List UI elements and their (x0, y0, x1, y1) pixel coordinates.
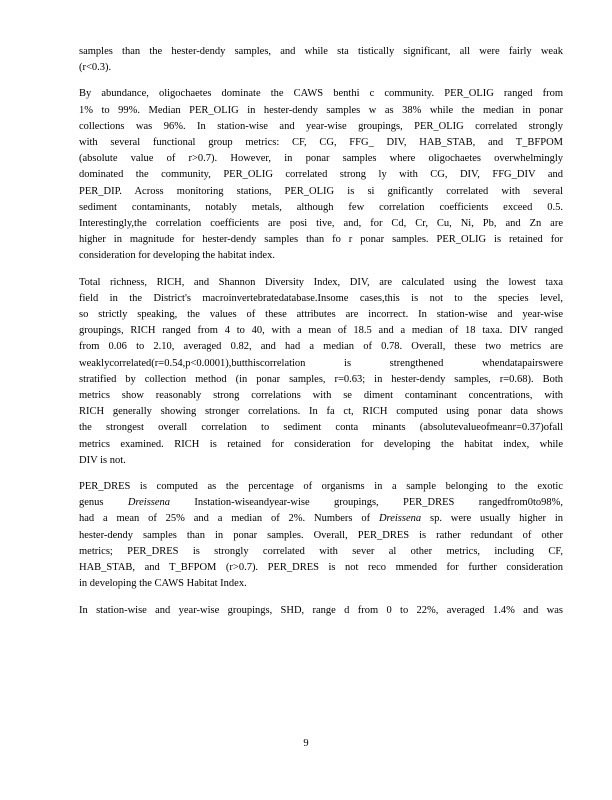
text-line: metrics show reasonably strong correlations with se diment contaminant concentrations, with (79, 390, 563, 402)
text-line: collections was 96%. In station-wise and year-wise groupings, PER_OLIG correlated strongly (79, 120, 563, 132)
text-line: had a mean of 25% and a median of 2%. Numbers of Dreissena sp. were usually higher in (79, 513, 564, 525)
text-line: RICH generally showing stronger correlations. In fa ct, RICH computed using ponar data shows (79, 406, 563, 418)
text-line: metrics; PER_DRES is strongly correlated with sever al other metrics, including CF, (79, 545, 563, 557)
text-line: (r<0.3). (79, 62, 112, 74)
paragraph-richness-diversity (79, 275, 563, 469)
paragraph-oligochaetes (79, 86, 563, 264)
text-line: samples than the hester-dendy samples, and while sta tistically significant, all were fairly weak (79, 46, 563, 57)
text-line: (absolute value of r>0.7). However, in ponar samples where oligochaetes overwhelmingly (79, 153, 563, 165)
paragraph-dreissena (79, 479, 563, 592)
text-line: stratified by collection method (in ponar samples, r=0.63; in hester-dendy samples, r=0.68). Both (79, 373, 563, 385)
text-line: By abundance, oligochaetes dominate the CAWS benthi c community. PER_OLIG ranged from (79, 88, 563, 100)
text-line: HAB_STAB, and T_BFPOM (r>0.7). PER_DRES is not reco mmended for further consideration (79, 562, 563, 574)
text-line: metrics examined. RICH is retained for consideration for developing the habitat index, while (79, 438, 563, 450)
paragraph-weak-correlation (79, 44, 563, 76)
text-line: weaklycorrelated(r=0.54,p<0.0001),butthiscorrelation is strengthened whendatapairswere (79, 357, 563, 369)
text-line: the strongest overall correlation to sediment conta minants (absolutevalueofmeanr=0.37)ofall (79, 422, 563, 434)
text-line: with several functional group metrics: CF, CG, FFG_ DIV, HAB_STAB, and T_BFPOM (79, 137, 563, 149)
text-line: sediment contaminants, notably metals, although few correlation coefficients exceed 0.5. (79, 201, 563, 213)
text-line: groupings, RICH ranged from 4 to 40, with a mean of 18.5 and a median of 18 taxa. DIV ranged (79, 325, 563, 337)
text-line: PER_DIP. Across monitoring stations, PER_OLIG is si gnificantly correlated with several (79, 185, 563, 197)
text-line: field in the District's macroinvertebratedatabase.Insome cases,this is not to the species level, (79, 292, 563, 304)
text-line: In station-wise and year-wise groupings, SHD, range d from 0 to 22%, averaged 1.4% and was (79, 604, 563, 616)
paragraph-shd (79, 603, 563, 619)
text-line: in developing the CAWS Habitat Index. (79, 578, 247, 590)
text-line: so strictly speaking, the values of these attributes are incorrect. In station-wise and year-wise (79, 309, 563, 321)
text-line: consideration for developing the habitat index. (79, 250, 275, 262)
text-line: genus Dreissena Instation-wiseandyear-wise groupings, PER_DRES rangedfrom0to98%, (79, 497, 563, 509)
text-line: from 0.06 to 2.10, averaged 0.82, and had a median of 0.78. Overall, these two metrics are (79, 341, 563, 353)
text-line: dominated the community, PER_OLIG correlated strong ly with CG, DIV, FFG_DIV and (79, 169, 563, 181)
text-line: Total richness, RICH, and Shannon Diversity Index, DIV, are calculated using the lowest taxa (79, 276, 563, 288)
document-page (79, 44, 563, 619)
text-line: PER_DRES is computed as the percentage of organisms in a sample belonging to the exotic (79, 481, 563, 493)
text-line: hester-dendy samples than in ponar samples. Overall, PER_DRES is rather redundant of other (79, 529, 563, 541)
text-line: Interestingly,the correlation coefficients are posi tive, and, for Cd, Cr, Cu, Ni, Pb, and Zn are (79, 218, 563, 230)
text-line: DIV is not. (79, 454, 126, 466)
page-number: 9 (303, 738, 309, 749)
text-line: higher in magnitude for hester-dendy samples than fo r ponar samples. PER_OLIG is retained for (79, 234, 563, 246)
text-line: 1% to 99%. Median PER_OLIG in hester-dendy samples w as 38% while the median in ponar (79, 104, 563, 116)
